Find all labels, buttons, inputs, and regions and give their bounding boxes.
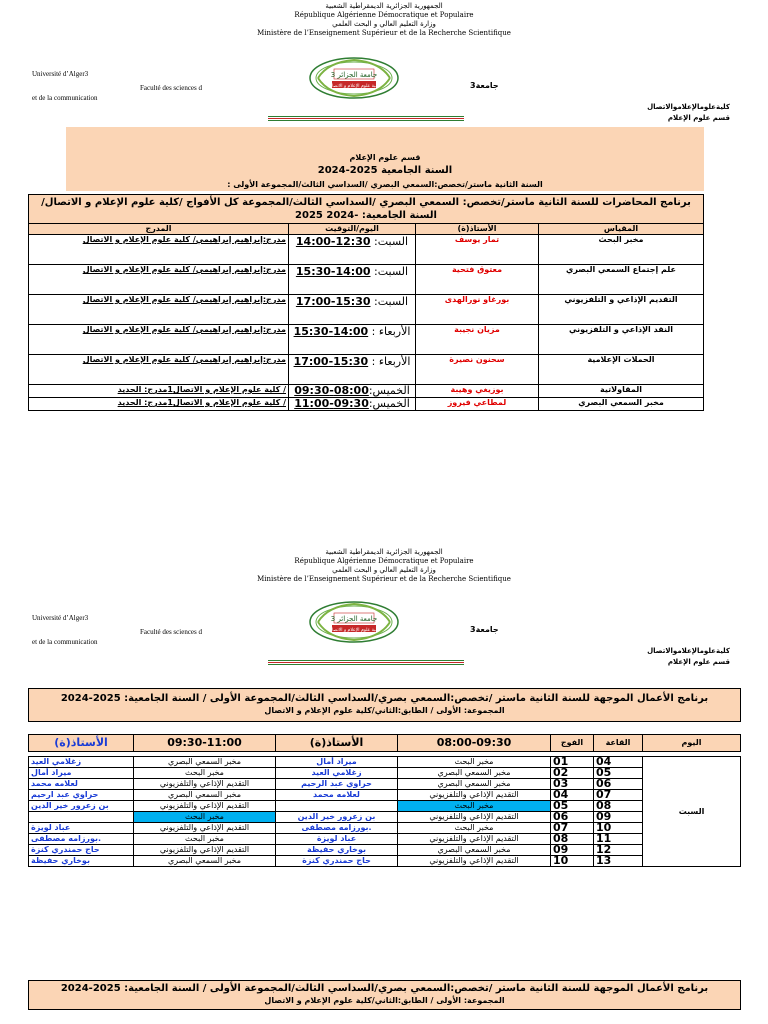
room: مدرج:إبراهيم إبراهيمي/ كلية علوم الإعلام و الاتصال	[29, 355, 289, 385]
time: 14:00-15:30	[293, 325, 369, 338]
module-2: مخبر البحث	[134, 812, 276, 823]
lectures-table	[28, 194, 704, 411]
module-1: مخبر البحث	[398, 823, 551, 834]
module-1: مخبر البحث	[398, 801, 551, 812]
table-row	[29, 779, 741, 790]
teacher-1	[276, 801, 398, 812]
module-name: التقديم الإذاعي و التلفزيوني	[539, 295, 704, 325]
table-row	[29, 823, 741, 834]
teacher-2: زغلامي العيد	[29, 757, 134, 768]
table-row	[29, 265, 704, 295]
teacher-2: ميراد أمال	[29, 768, 134, 779]
university-ar: جامعة3	[470, 81, 499, 90]
col-header-hall: القاعة	[594, 735, 643, 752]
module-1: التقديم الإذاعي والتلفزيوني	[398, 790, 551, 801]
table-row	[29, 757, 741, 768]
day-time	[289, 265, 416, 295]
module-1: مخبر البحث	[398, 757, 551, 768]
table-row	[29, 235, 704, 265]
teacher-name: لمطاعي فيروز	[416, 398, 539, 411]
col-header-slot-1: 08:00-09:30	[398, 735, 551, 752]
logo-text: جامعة الجزائر 3	[330, 615, 378, 623]
university-fr: Université d’Alger3	[32, 614, 89, 622]
teacher-2: لعلامه محمد	[29, 779, 134, 790]
col-header-group: الفوج	[551, 735, 594, 752]
time: 09:30-11:00	[294, 397, 369, 410]
teacher-1: ميراد أمال	[276, 757, 398, 768]
group: 10	[551, 856, 594, 867]
group: 06	[551, 812, 594, 823]
logo-text: جامعة الجزائر 3	[330, 71, 378, 79]
hall: 06	[594, 779, 643, 790]
module-2: مخبر السمعي البصري	[134, 790, 276, 801]
room: مدرج:إبراهيم إبراهيمي/ كلية علوم الإعلام و الاتصال	[29, 235, 289, 265]
room: مدرج:إبراهيم إبراهيمي/ كلية علوم الإعلام و الاتصال	[29, 295, 289, 325]
teacher-2: عباد لويزة	[29, 823, 134, 834]
header-line-4: Ministère de l’Enseignement Supérieur et de la Recherche Scientifique	[257, 29, 511, 37]
table-row	[29, 768, 741, 779]
program-subtitle: السنة الثانية ماستر/تخصص:السمعي البصري /السداسي الثالث/المجموعة الأولى :	[227, 180, 543, 189]
td-title-2: برنامج الأعمال الموجهة للسنة الثانية ماستر /تخصص:السمعي بصري/السداسي الثالث/المجموعة الأولى / السنة الجامعية: 2025-2024	[60, 983, 709, 994]
header-line-4: Ministère de l’Enseignement Supérieur et de la Recherche Scientifique	[257, 575, 511, 583]
group: 07	[551, 823, 594, 834]
col-header-room: المدرج	[29, 224, 289, 235]
hall: 08	[594, 801, 643, 812]
university-ar: جامعة3	[470, 625, 499, 634]
table-row	[29, 325, 704, 355]
university-logo	[308, 56, 400, 100]
teacher-name: بوزيغي وهيبة	[416, 385, 539, 398]
table-row	[29, 834, 741, 845]
teacher-name: بورغاو نورالهدى	[416, 295, 539, 325]
teacher-name: معتوق فتحية	[416, 265, 539, 295]
day-time	[289, 235, 416, 265]
module-1: التقديم الإذاعي والتلفزيوني	[398, 834, 551, 845]
academic-year-title: السنة الجامعية 2025-2024	[317, 165, 453, 176]
group: 09	[551, 845, 594, 856]
day: السبت:	[374, 265, 409, 278]
department-ar: قسم علوم الإعلام	[667, 658, 730, 666]
col-header-day: اليوم	[643, 735, 741, 752]
group: 02	[551, 768, 594, 779]
td-title: برنامج الأعمال الموجهة للسنة الثانية ماستر /تخصص:السمعي بصري/السداسي الثالث/المجموعة الأولى / السنة الجامعية: 2025-2024	[60, 693, 709, 704]
module-1: التقديم الإذاعي والتلفزيوني	[398, 856, 551, 867]
module-name: النقد الإذاعي و التلفزيوني	[539, 325, 704, 355]
header-line-2: République Algérienne Démocratique et Populaire	[294, 557, 474, 565]
teacher-1: حراوي عبد الرحيم	[276, 779, 398, 790]
module-2: مخبر البحث	[134, 834, 276, 845]
lectures-table-title: برنامج المحاضرات للسنة الثانية ماستر/تخصص: السمعي البصري /السداسي الثالث/المجموعة كل الأفواج /كلية علوم الإعلام و الاتصال/السنة الجامعية: -2024 2025	[29, 195, 704, 224]
module-name: المقاولاتية	[539, 385, 704, 398]
hall: 05	[594, 768, 643, 779]
teacher-1: زغلامي العيد	[276, 768, 398, 779]
header-line-3: وزارة التعليم العالي و البحث العلمي	[332, 20, 436, 28]
group: 04	[551, 790, 594, 801]
time: 15:30-17:00	[293, 355, 369, 368]
faculty-fr: Faculté des sciences d	[140, 628, 203, 636]
teacher-1: عباد لويزة	[276, 834, 398, 845]
header-line-3: وزارة التعليم العالي و البحث العلمي	[332, 566, 436, 574]
teacher-2: بوخاري حفيظة	[29, 856, 134, 867]
day-time	[289, 398, 416, 411]
module-2: التقديم الإذاعي والتلفزيوني	[134, 801, 276, 812]
table-row	[29, 845, 741, 856]
td-title-box-2	[28, 980, 741, 1010]
module-1: التقديم الإذاعي والتلفزيوني	[398, 812, 551, 823]
module-1: مخبر السمعي البصري	[398, 845, 551, 856]
hall: 07	[594, 790, 643, 801]
day: الأربعاء :	[371, 325, 411, 338]
col-header-teacher: الأستاذ(ة)	[416, 224, 539, 235]
header-rule	[268, 660, 464, 665]
table-row	[29, 801, 741, 812]
room: / كلية علوم الإعلام و الاتصال1مدرج: الجديد	[29, 398, 289, 411]
module-2: مخبر السمعي البصري	[134, 757, 276, 768]
td-title-box	[28, 688, 741, 722]
teacher-name: تمار يوسف	[416, 235, 539, 265]
hall: 04	[594, 757, 643, 768]
hall: 09	[594, 812, 643, 823]
module-name: مخبر البحث	[539, 235, 704, 265]
hall: 12	[594, 845, 643, 856]
hall: 13	[594, 856, 643, 867]
module-name: علم إجتماع السمعي البصري	[539, 265, 704, 295]
group: 05	[551, 801, 594, 812]
day: السبت:	[374, 235, 409, 248]
day-time	[289, 385, 416, 398]
group: 01	[551, 757, 594, 768]
header-line-2: République Algérienne Démocratique et Populaire	[294, 11, 474, 19]
table-row	[29, 355, 704, 385]
time: 15:30-17:00	[295, 295, 371, 308]
header-line-1: الجمهورية الجزائرية الديمقراطية الشعبية	[325, 548, 443, 556]
department-ar: قسم علوم الإعلام	[667, 114, 730, 122]
td-table	[28, 734, 741, 867]
teacher-1: بن زعرور خير الدين	[276, 812, 398, 823]
faculty-fr: Faculté des sciences d	[140, 84, 203, 92]
page-header	[0, 2, 768, 38]
module-2: التقديم الإذاعي والتلفزيوني	[134, 823, 276, 834]
group: 08	[551, 834, 594, 845]
table-row	[29, 790, 741, 801]
td-subtitle-2: المجموعة: الأولى / الطابق:الثاني/كلية علوم الإعلام و الاتصال	[264, 996, 505, 1005]
td-subtitle: المجموعة: الأولى / الطابق:الثاني/كلية علوم الإعلام و الاتصال	[264, 706, 505, 715]
day-time	[289, 355, 416, 385]
module-name: الحملات الإعلامية	[539, 355, 704, 385]
teacher-1: بوخاري حفيظة	[276, 845, 398, 856]
header-rule	[268, 116, 464, 121]
col-header-teacher-2: الأستاذ(ة)	[29, 735, 134, 752]
faculty-ar: كليةعلومالإعلاموالاتصال	[647, 103, 730, 111]
table-row	[29, 856, 741, 867]
col-header-teacher-1: الأستاذ(ة)	[276, 735, 398, 752]
col-header-slot-2: 09:30-11:00	[134, 735, 276, 752]
logo-caption: كلية علوم الإعلام و الاتصال	[328, 84, 380, 89]
teacher-1: حاج حمندري كنزة	[276, 856, 398, 867]
room: مدرج:إبراهيم إبراهيمي/ كلية علوم الإعلام و الاتصال	[29, 325, 289, 355]
teacher-2: حاج حمندري كنزة	[29, 845, 134, 856]
table-row	[29, 385, 704, 398]
teacher-2	[29, 812, 134, 823]
hall: 11	[594, 834, 643, 845]
room: مدرج:إبراهيم إبراهيمي/ كلية علوم الإعلام و الاتصال	[29, 265, 289, 295]
time: 08:00-09:30	[294, 384, 369, 397]
day: الخميس:	[368, 384, 410, 397]
teacher-name: مزيان نجيبة	[416, 325, 539, 355]
teacher-2: بن زعرور خير الدين	[29, 801, 134, 812]
table-row	[29, 812, 741, 823]
time: 12:30-14:00	[295, 235, 371, 248]
hall: 10	[594, 823, 643, 834]
department-title: قسم علوم الإعلام	[349, 153, 421, 162]
day: الخميس:	[368, 397, 410, 410]
faculty-ar: كليةعلومالإعلاموالاتصال	[647, 647, 730, 655]
module-1: مخبر السمعي البصري	[398, 768, 551, 779]
university-logo	[308, 600, 400, 644]
room: / كلية علوم الإعلام و الاتصال1مدرج: الجديد	[29, 385, 289, 398]
communication-fr: et de la communication	[32, 638, 98, 646]
module-2: التقديم الإذاعي والتلفزيوني	[134, 845, 276, 856]
module-2: مخبر البحث	[134, 768, 276, 779]
teacher-2: بورزامه مصطفى.	[29, 834, 134, 845]
day-time	[289, 325, 416, 355]
module-1: مخبر السمعي البصري	[398, 779, 551, 790]
td-header-row	[29, 735, 741, 752]
page-header-2	[0, 548, 768, 584]
day: الأربعاء :	[371, 355, 411, 368]
group: 03	[551, 779, 594, 790]
table-row	[29, 295, 704, 325]
module-2: مخبر السمعي البصري	[134, 856, 276, 867]
teacher-1: بورزامه مصطفى.	[276, 823, 398, 834]
communication-fr: et de la communication	[32, 94, 98, 102]
day-time	[289, 295, 416, 325]
teacher-name: سحنون نصيرة	[416, 355, 539, 385]
logo-caption: كلية علوم الإعلام و الاتصال	[328, 628, 380, 633]
col-header-module: المقياس	[539, 224, 704, 235]
day-cell: السبت	[643, 757, 741, 867]
teacher-2: حراوي عبد ارحيم	[29, 790, 134, 801]
day: السبت:	[374, 295, 409, 308]
col-header-day-time: اليوم/التوقيت	[289, 224, 416, 235]
module-2: التقديم الإذاعي والتلفزيوني	[134, 779, 276, 790]
header-line-1: الجمهورية الجزائرية الديمقراطية الشعبية	[325, 2, 443, 10]
module-name: مخبر السمعي البصري	[539, 398, 704, 411]
university-fr: Université d’Alger3	[32, 70, 89, 78]
table-row	[29, 398, 704, 411]
teacher-1: لعلامه محمد	[276, 790, 398, 801]
time: 14:00-15:30	[295, 265, 371, 278]
